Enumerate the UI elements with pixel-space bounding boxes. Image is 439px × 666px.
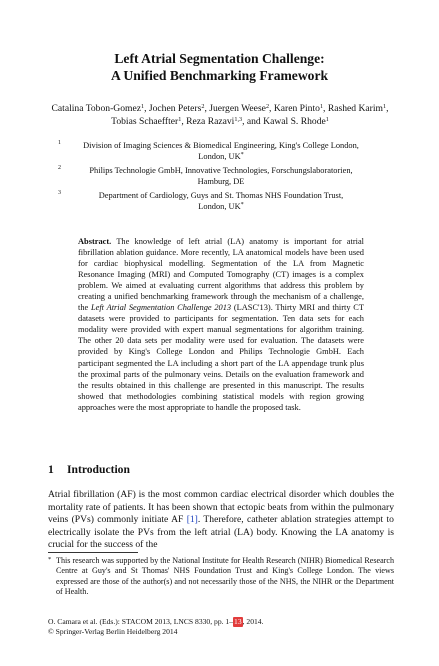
- abstract-challenge-name: Left Atrial Segmentation Challenge 2013: [90, 303, 232, 313]
- author-name-text: Kawal S. Rhode: [263, 116, 326, 127]
- author-affiliation-marker: 1: [382, 103, 387, 110]
- author-name: [149, 103, 205, 114]
- author-name-text: Catalina Tobon-Gomez: [51, 103, 141, 114]
- author-separator: ,: [386, 103, 389, 114]
- author-affiliation-marker: 2: [265, 103, 270, 110]
- author-separator: ,: [269, 103, 274, 114]
- intro-text-b: . Therefore, catheter ablation strategies attempt to electrically isolate the PVs from the left atrial (LA) body. Knowing the LA anatomy is crucial for the success of the: [48, 514, 394, 551]
- affiliation-line-1: Division of Imaging Sciences & Biomedical Engineering, King's College London,: [83, 141, 359, 150]
- affiliation-line-1: Philips Technologie GmbH, Innovative Technologies, Forschungslaboratorien,: [89, 166, 353, 175]
- author-name: [186, 116, 242, 127]
- citation-link[interactable]: [1]: [186, 514, 198, 526]
- author-name-text: Jochen Peters: [148, 103, 202, 114]
- author-name-text: Reza Razavi: [186, 116, 235, 127]
- author-affiliation-marker: 2: [201, 103, 205, 110]
- affiliation-location: Hamburg, DE: [197, 177, 245, 186]
- author-name-text: Juergen Weese: [209, 103, 266, 114]
- pub-line-1-a: O. Camara et al. (Eds.): STACOM 2013, LNCS 8330, pp. 1–: [48, 617, 234, 626]
- footnote-marker: *: [240, 201, 244, 208]
- affiliation-line-1: Department of Cardiology, Guys and St. Thomas NHS Foundation Trust,: [98, 191, 344, 200]
- author-name: [111, 116, 181, 127]
- title-line-2: A Unified Benchmarking Framework: [110, 68, 329, 83]
- author-affiliation-marker: 1,3: [234, 116, 243, 123]
- affiliation: [48, 140, 394, 162]
- section-number: 1: [48, 463, 54, 476]
- author-separator: ,: [144, 103, 149, 114]
- affiliation-line-2: [48, 176, 394, 187]
- author-separator: ,: [181, 116, 187, 127]
- affiliation-line-2: [48, 201, 394, 212]
- affiliation-number: 2: [58, 165, 61, 171]
- pub-line-1: [48, 617, 394, 627]
- publication-info: [48, 617, 394, 636]
- intro-text-a: Atrial fibrillation (AF) is the most common cardiac electrical disorder which doubles the mortality rate of patients. It has been shown that ectopic beats from within the pulmonary veins (PVs) commonly initiate AF: [48, 489, 394, 526]
- affiliation-number: 1: [58, 140, 61, 146]
- affiliation-line-2: [48, 151, 394, 162]
- author-affiliation-marker: 1: [319, 103, 324, 110]
- pub-line-1-b: , 2014.: [242, 617, 264, 626]
- abstract-text-b: (LASC'13). Thirty MRI and thirty CT datasets were provided to participants for segmentation. Ten data sets for each modality were provided with expert manual segmentations for algorithm training. The other 20 data sets per modality were used for evaluation. The datasets were provided by King's College London and Philips Technologie GmbH. Each participant segmented the LA including a short part of the LA appendage trunk plus the proximal parts of the pulmonary veins. Details on the evaluation framework and the results obtained in this challenge are presented in this manuscript. The results showed that methodologies combining statistical models with region growing approaches were the most appropriate to handle the proposed task.: [78, 303, 364, 412]
- title-line-1: Left Atrial Segmentation Challenge:: [114, 51, 325, 66]
- author-affiliation-marker: 1: [325, 116, 329, 123]
- affiliation: [48, 165, 394, 187]
- footnote-marker: *: [240, 151, 244, 158]
- affiliation-list: [48, 140, 394, 215]
- abstract-text-a: The knowledge of left atrial (LA) anatomy is important for atrial fibrillation ablation guidance. More recently, LA anatomical models have been used for cardiac biophysical modelling. Segmentation of the LA from Magnetic Resonance Imaging (MRI) and Computed Tomography (CT) images is a complex problem. We aimed at evaluating current algorithms that address this problem by creating a unified benchmarking framework through the mechanism of a challenge, the: [78, 237, 364, 313]
- author-separator: ,: [323, 103, 328, 114]
- author-name: [209, 103, 269, 114]
- author-name-text: Tobias Schaeffter: [111, 116, 179, 127]
- author-name: [263, 116, 329, 127]
- author-list: [40, 102, 400, 128]
- author-separator: , and: [242, 116, 264, 127]
- author-name: [274, 103, 323, 114]
- last-page-link[interactable]: 13: [234, 617, 242, 626]
- abstract-label: Abstract.: [78, 237, 112, 246]
- author-name-text: Karen Pinto: [273, 103, 320, 114]
- footnote-text: This research was supported by the National Institute for Health Research (NIHR) Biomedical Research Centre at Guy's and St Thomas' NHS Foundation Trust and King's College London. The views expressed are those of the author(s) and not necessarily those of the NHS, the NIHR or the Department of Health.: [56, 556, 394, 596]
- footnote-mark: *: [48, 556, 52, 563]
- section-heading: [48, 463, 130, 476]
- author-name: [52, 103, 145, 114]
- paper-title: [0, 50, 439, 84]
- introduction-paragraph: [48, 489, 394, 552]
- pub-line-2: © Springer-Verlag Berlin Heidelberg 2014: [48, 626, 178, 636]
- affiliation-location: London, UK: [198, 152, 241, 161]
- affiliation-number: 3: [58, 190, 61, 196]
- author-affiliation-marker: 1: [178, 116, 182, 123]
- author-separator: ,: [204, 103, 210, 114]
- author-name-text: Rashed Karim: [327, 103, 383, 114]
- abstract: [78, 236, 364, 413]
- author-affiliation-marker: 1: [140, 103, 145, 110]
- author-name: [327, 103, 389, 114]
- section-title: Introduction: [67, 463, 130, 476]
- affiliation: [48, 190, 394, 212]
- funding-footnote: [48, 556, 394, 597]
- footnote-rule: [48, 552, 138, 553]
- affiliation-location: London, UK: [198, 202, 241, 211]
